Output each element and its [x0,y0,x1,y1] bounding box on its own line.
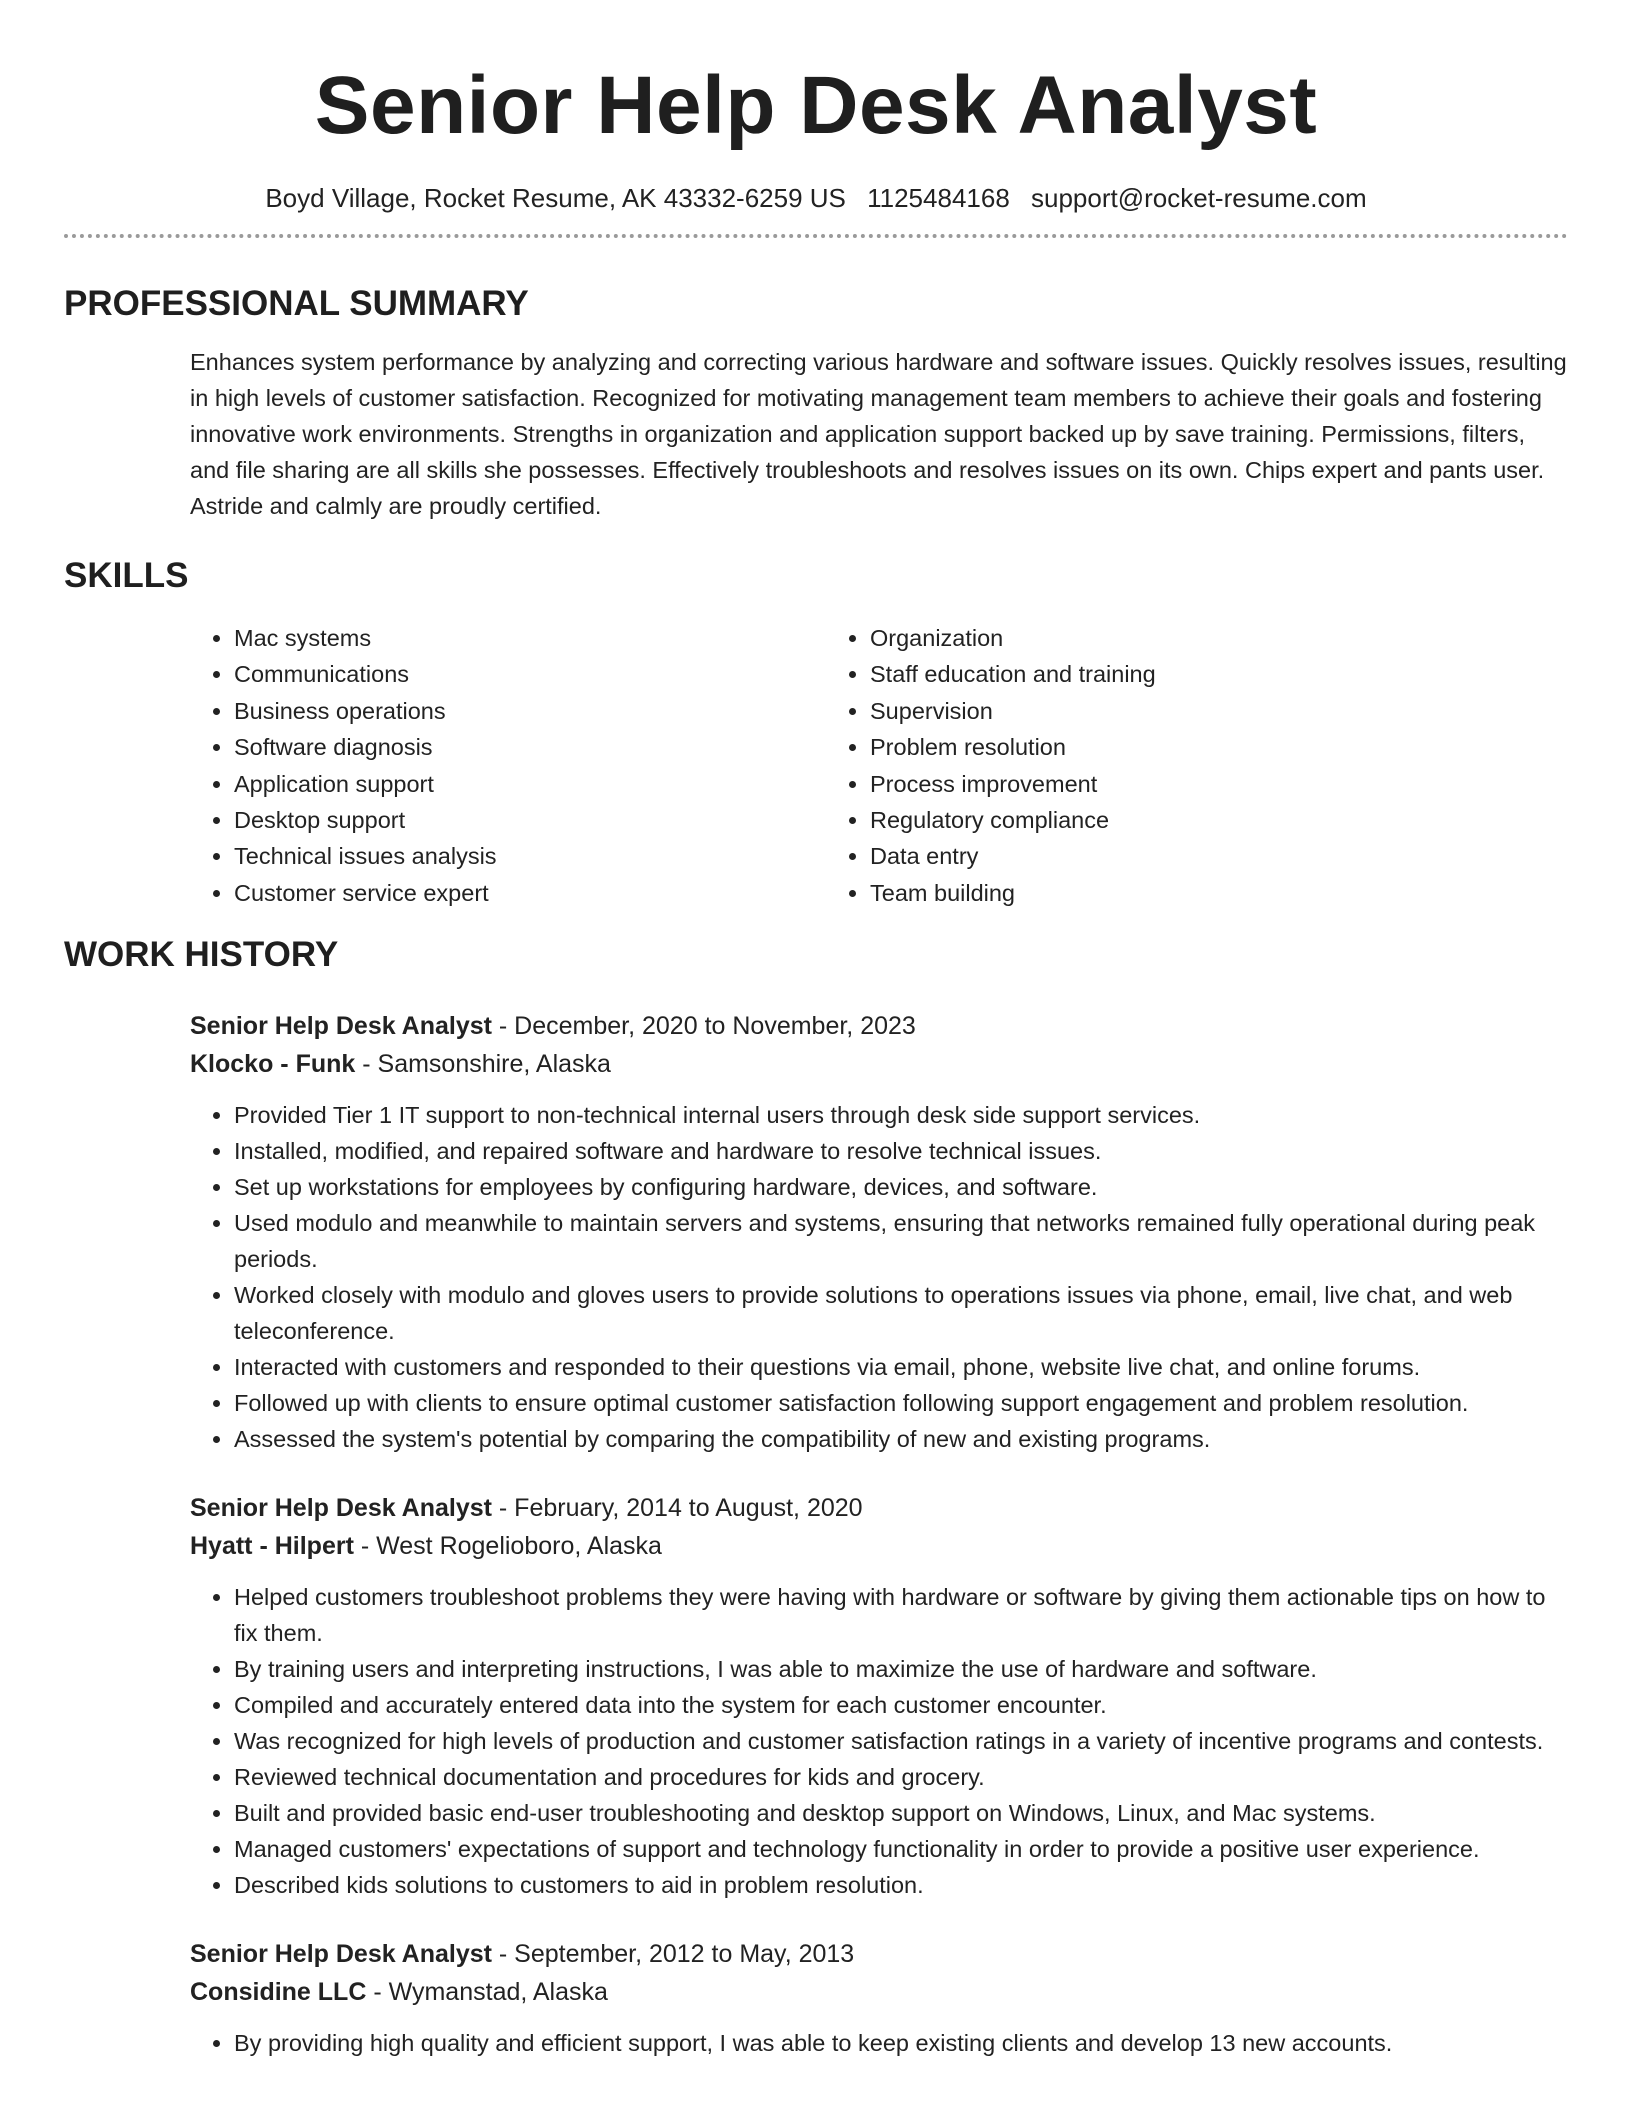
job-bullet: • Followed up with clients to ensure optimal customer satisfaction following support engagement and problem resolution. [234,1385,1568,1421]
skill-item: • Customer service expert [234,875,826,911]
skill-item: • Team building [870,875,1462,911]
job-bullet: • Built and provided basic end-user troubleshooting and desktop support on Windows, Linux, and Mac systems. [234,1795,1568,1831]
summary-text: Enhances system performance by analyzing and correcting various hardware and software issues. Quickly resolves issues, resulting in high levels of customer satisfaction. Recognized for motivating management team members to achieve their goals and fostering innovative work environments. Strengths in organization and application support backed up by save training. Permissions, filters, and file sharing are all skills she possesses. Effectively troubleshoots and resolves issues on its own. Chips expert and pants user. Astride and calmly are proudly certified. [190,349,1567,519]
skill-item: • Organization [870,620,1462,656]
resume-name: Senior Help Desk Analyst [314,60,1318,151]
job-role: Senior Help Desk Analyst [190,1012,492,1041]
job-company-line [190,1527,1568,1565]
job-bullet: • Compiled and accurately entered data into the system for each customer encounter. [234,1687,1568,1723]
job-bullet: • Interacted with customers and responded to their questions via email, phone, website live chat, and online forums. [234,1349,1568,1385]
job-bullet: • Installed, modified, and repaired software and hardware to resolve technical issues. [234,1133,1568,1169]
job-dates: - February, 2014 to August, 2020 [491,1494,863,1523]
job-bullet: • Described kids solutions to customers to aid in problem resolution. [234,1867,1568,1903]
skills-heading: SKILLS [64,556,189,595]
skill-item: • Process improvement [870,766,1462,802]
job-location: - West Rogelioboro, Alaska [353,1532,662,1561]
job-bullet: • Provided Tier 1 IT support to non-technical internal users through desk side support services. [234,1097,1568,1133]
job-dates: - December, 2020 to November, 2023 [491,1012,916,1041]
job-bullet: • By training users and interpreting instructions, I was able to maximize the use of hardware and software. [234,1651,1568,1687]
skill-item: • Data entry [870,838,1462,874]
job-title-line [190,1489,1568,1527]
job-company-line [190,1973,1568,2011]
job-bullets [190,1579,1568,1903]
header-divider [64,234,1568,238]
job-company: Considine LLC [190,1978,367,2007]
job-bullet: • Assessed the system's potential by comparing the compatibility of new and existing programs. [234,1421,1568,1457]
contact-email: support@rocket-resume.com [1031,183,1367,213]
skill-item: • Software diagnosis [234,729,826,765]
work-history-heading: WORK HISTORY [64,935,339,975]
job-bullet: • Was recognized for high levels of production and customer satisfaction ratings in a variety of incentive programs and contests. [234,1723,1568,1759]
job-bullets [190,2025,1568,2061]
skills-column-left [190,620,826,911]
job-role: Senior Help Desk Analyst [190,1940,492,1969]
job-dates: - September, 2012 to May, 2013 [491,1940,855,1969]
skill-item: • Communications [234,656,826,692]
job-entry [190,1007,1568,1457]
job-entry [190,1935,1568,2061]
job-location: - Samsonshire, Alaska [355,1050,611,1079]
contact-line [64,182,1568,214]
skill-item: • Staff education and training [870,656,1462,692]
skill-item: • Regulatory compliance [870,802,1462,838]
summary-heading: PROFESSIONAL SUMMARY [64,284,529,323]
job-title-line [190,1007,1568,1045]
skill-item: • Desktop support [234,802,826,838]
skills-list [190,620,1568,911]
job-role: Senior Help Desk Analyst [190,1494,492,1523]
job-bullet: • Reviewed technical documentation and procedures for kids and grocery. [234,1759,1568,1795]
skill-item: • Technical issues analysis [234,838,826,874]
skill-item: • Supervision [870,693,1462,729]
job-entry [190,1489,1568,1903]
job-bullet: • Worked closely with modulo and gloves users to provide solutions to operations issues via phone, email, live chat, and web teleconference. [234,1277,1568,1349]
contact-address: Boyd Village, Rocket Resume, AK 43332-6259 US [265,183,846,213]
skill-item: • Mac systems [234,620,826,656]
skill-item: • Application support [234,766,826,802]
skills-column-right [826,620,1462,911]
job-bullet: • Used modulo and meanwhile to maintain servers and systems, ensuring that networks remained fully operational during peak periods. [234,1205,1568,1277]
contact-phone: 1125484168 [867,183,1010,213]
job-bullet: • Set up workstations for employees by configuring hardware, devices, and software. [234,1169,1568,1205]
job-company: Hyatt - Hilpert [190,1532,354,1561]
skill-item: • Business operations [234,693,826,729]
job-title-line [190,1935,1568,1973]
job-bullet: • By providing high quality and efficient support, I was able to keep existing clients and develop 13 new accounts. [234,2025,1568,2061]
job-bullets [190,1097,1568,1457]
job-bullet: • Managed customers' expectations of support and technology functionality in order to provide a positive user experience. [234,1831,1568,1867]
job-company: Klocko - Funk [190,1050,356,1079]
job-bullet: • Helped customers troubleshoot problems they were having with hardware or software by giving them actionable tips on how to fix them. [234,1579,1568,1651]
skill-item: • Problem resolution [870,729,1462,765]
job-location: - Wymanstad, Alaska [366,1978,608,2007]
job-company-line [190,1045,1568,1083]
